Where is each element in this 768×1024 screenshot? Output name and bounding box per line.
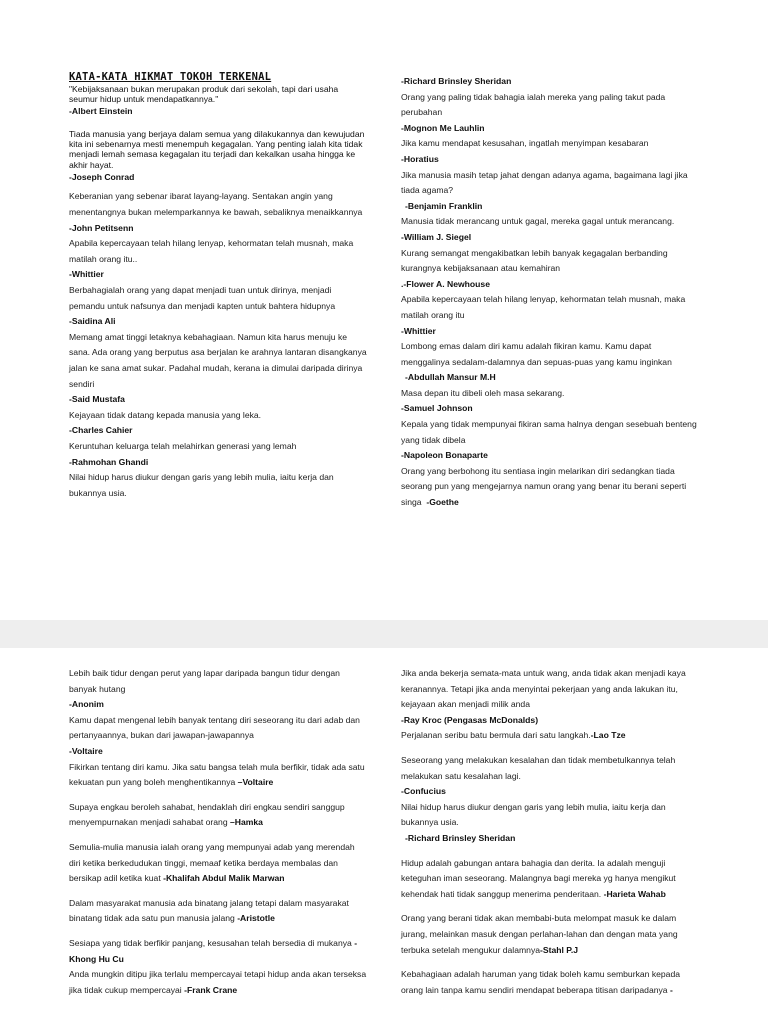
quote-text (69, 800, 367, 831)
quote-text (69, 967, 367, 998)
quote-author: -Aristotle (237, 913, 275, 924)
quote-author: -Stahl P.J (540, 944, 579, 955)
quote-text: Seseorang yang melakukan kesalahan dan tidak membetulkannya telah melakukan satu kesalahan lagi. (401, 754, 676, 781)
quote-text: Orang yang paling tidak bahagia ialah mereka yang paling takut pada perubahan (401, 91, 666, 118)
quote-author: -Whittier (401, 325, 436, 336)
page-2-right-column (401, 666, 699, 998)
quote-text (401, 464, 699, 511)
quote-author: -Napoleon Bonaparte (401, 450, 488, 461)
quote-text-inline: Supaya engkau beroleh sahabat, hendaklah diri engkau sendiri sanggup menyempurnakan menjadi sahabat orang (69, 801, 345, 828)
quote-author: -Lao Tze (590, 730, 626, 741)
quote-author: -Voltaire (69, 745, 103, 756)
quote-text (401, 728, 699, 744)
quote-text (69, 936, 367, 967)
quote-text: Apabila kepercayaan telah hilang lenyap, kehormatan telah musnah, maka matilah orang itu (401, 294, 686, 320)
quote-text-inline: Sesiapa yang tidak berfikir panjang, kesusahan telah bersedia di mukanya (69, 937, 352, 948)
quote-text-inline: Fikirkan tentang diri kamu. Jika satu bangsa telah mula berfikir, tidak ada satu kekuatan pun yang boleh menghentikannya (69, 761, 365, 788)
quote-author: - (669, 984, 673, 995)
quote-author: -Saidina Ali (69, 316, 116, 327)
quote-text (401, 911, 699, 958)
quote-text: Kepala yang tidak mempunyai fikiran sama halnya dengan sesebuah benteng yang tidak dibela (401, 419, 697, 445)
quote-author: -Frank Crane (184, 984, 238, 995)
quote-text (401, 856, 699, 903)
quote-text: Tiada manusia yang berjaya dalam semua yang dilakukannya dan kewujudan kita ini sebenarnya mesti menempuh kegagalan. Yang penting ialah kita tidak menjadi lemah semasa kegagalan itu terjadi dan kekalkan usaha hingga ke akhir hayat. (69, 129, 365, 170)
quote-text: Manusia tidak merancang untuk gagal, mereka gagal untuk merancang. (401, 216, 675, 227)
quote-text: Masa depan itu dibeli oleh masa sekarang. (401, 387, 565, 398)
quote-author: -Charles Cahier (69, 425, 133, 436)
quote-text-inline: Dalam masyarakat manusia ada binatang jalang tetapi dalam masyarakat binatang tidak ada satu pun manusia jalang (69, 897, 349, 924)
quote-text (69, 896, 367, 927)
page-1-left-column (69, 70, 367, 501)
quote-text-inline: Semulia-mulia manusia ialah orang yang mempunyai adab yang merendah diri ketika berkedudukan tinggi, memaaf ketika berdaya membalas dan bersikap adil ketika kuat (69, 841, 355, 884)
quote-author: -Samuel Johnson (401, 403, 473, 414)
quote-author: –Voltaire (237, 777, 274, 788)
quote-text-inline: Orang yang berani tidak akan membabi-buta melompat masuk ke dalam jurang, melainkan masuk dengan perlahan-lahan dan dengan mata yang terbuka setelah mengukur dalamnya (401, 913, 678, 955)
quote-text: Lombong emas dalam diri kamu adalah fikiran kamu. Kamu dapat menggalinya sedalam-dalamnya dan sepuas-puas yang kamu inginkan (401, 341, 672, 367)
quote-text-inline: Anda mungkin ditipu jika terlalu mempercayai tetapi hidup anda akan terseksa jika tidak cukup mempercayai (69, 969, 367, 995)
quote-text: Berbahagialah orang yang dapat menjadi tuan untuk dirinya, menjadi pemandu untuk nafsunya dan menjadi kapten untuk bahtera hidupnya (69, 284, 336, 311)
quote-author: -Anonim (69, 699, 104, 710)
quote-text: Jika kamu mendapat kesusahan, ingatlah menyimpan kesabaran (401, 138, 649, 149)
quote-text: Memang amat tinggi letaknya kebahagiaan. Namun kita harus menuju ke sana. Ada orang yang berputus asa berjalan ke arahnya lantaran disangkanya jalan ke sana amat sukar. Padahal mudah, kerana ia dimulai daripada dirinya sendiri (69, 331, 367, 389)
quote-author: -Ray Kroc (Pengasas McDonalds) (401, 714, 539, 725)
quote-author: -William J. Siegel (401, 231, 472, 242)
quote-text (69, 760, 367, 791)
quote-text-inline: Orang yang berbohong itu sentiasa ingin melarikan diri sedangkan tiada seorang pun yang mengejarnya namun orang yang benar itu berani seperti singa (401, 465, 687, 508)
quote-text-inline: Kebahagiaan adalah haruman yang tidak boleh kamu semburkan kepada orang lain tanpa kamu sendiri mendapat beberapa titisan daripadanya (401, 969, 681, 995)
quote-author: -Rahmohan Ghandi (69, 456, 149, 467)
quote-author: -John Petitsenn (69, 222, 134, 233)
quote-author: -Abdullah Mansur M.H (405, 372, 496, 383)
quote-text-inline: Hidup adalah gabungan antara bahagia dan derita. Ia adalah menguji keteguhan iman seseorang. Malangnya bagi mereka yg hanya mengikut kehendak hati tidak sanggup menerima penderitaan. (401, 857, 676, 899)
quote-text: Jika manusia masih tetap jahat dengan adanya agama, bagaimana lagi jika tiada agama? (401, 169, 688, 196)
quote-text (401, 967, 699, 998)
quote-author: -Benjamin Franklin (405, 200, 483, 211)
quote-text: Jika anda bekerja semata-mata untuk wang, anda tidak akan menjadi kaya keranannya. Tetapi jika anda menyintai pekerjaan yang anda lakukan itu, kejayaan akan menjadi milik anda (401, 668, 686, 710)
quote-text: Keberanian yang sebenar ibarat layang-layang. Sentakan angin yang menentangnya bukan melemparkannya ke bawah, sebaliknya menaikkannya (69, 191, 363, 217)
quote-text: Apabila kepercayaan telah hilang lenyap, kehormatan telah musnah, maka matilah orang itu.. (69, 238, 354, 264)
quote-author: - Khong Hu Cu (69, 937, 358, 964)
quote-author: -Confucius (401, 786, 446, 797)
quote-text-inline: Perjalanan seribu batu bermula dari satu langkah. (401, 730, 591, 741)
quote-author: –Hamka (230, 817, 263, 828)
quote-text: Nilai hidup harus diukur dengan garis yang lebih mulia, iaitu kerja dan bukannya usia. (69, 472, 334, 498)
quote-author: -Albert Einstein (69, 106, 133, 117)
quote-author: -Khalifah Abdul Malik Marwan (163, 873, 285, 884)
quote-text: Lebih baik tidur dengan perut yang lapar daripada bangun tidur dengan banyak hutang (69, 668, 340, 694)
document-title: KATA-KATA HIKMAT TOKOH TERKENAL (69, 71, 272, 83)
page-1-right-column (401, 74, 699, 511)
quote-text: "Kebijaksanaan bukan merupakan produk dari sekolah, tapi dari usaha seumur hidup untuk mendapatkannya." (69, 84, 339, 105)
quote-author: -Goethe (426, 497, 459, 508)
quote-text: Kamu dapat mengenal lebih banyak tentang diri seseorang itu dari adab dan pertanyaannya, bukan dari jawapan-jawapannya (69, 714, 360, 741)
quote-author: -Mognon Me Lauhlin (401, 122, 485, 133)
quote-author: -Whittier (69, 269, 104, 280)
quote-author: -Said Mustafa (69, 394, 125, 405)
quote-text (69, 840, 367, 887)
quote-text: Nilai hidup harus diukur dengan garis yang lebih mulia, iaitu kerja dan bukannya usia. (401, 801, 666, 828)
quote-text: Kejayaan tidak datang kepada manusia yang leka. (69, 409, 262, 420)
quote-author: .-Flower A. Newhouse (401, 278, 490, 289)
quote-author: -Richard Brinsley Sheridan (405, 832, 516, 843)
quote-author: -Joseph Conrad (69, 171, 135, 182)
quote-author: -Richard Brinsley Sheridan (401, 76, 512, 86)
quote-text: Keruntuhan keluarga telah melahirkan generasi yang lemah (69, 440, 297, 451)
quote-text: Kurang semangat mengakibatkan lebih banyak kegagalan berbanding kurangnya kebijaksanaan atau kemahiran (401, 247, 668, 274)
page-2-left-column (69, 666, 367, 998)
quote-author: -Horatius (401, 153, 439, 164)
quote-author: -Harieta Wahab (603, 888, 666, 899)
